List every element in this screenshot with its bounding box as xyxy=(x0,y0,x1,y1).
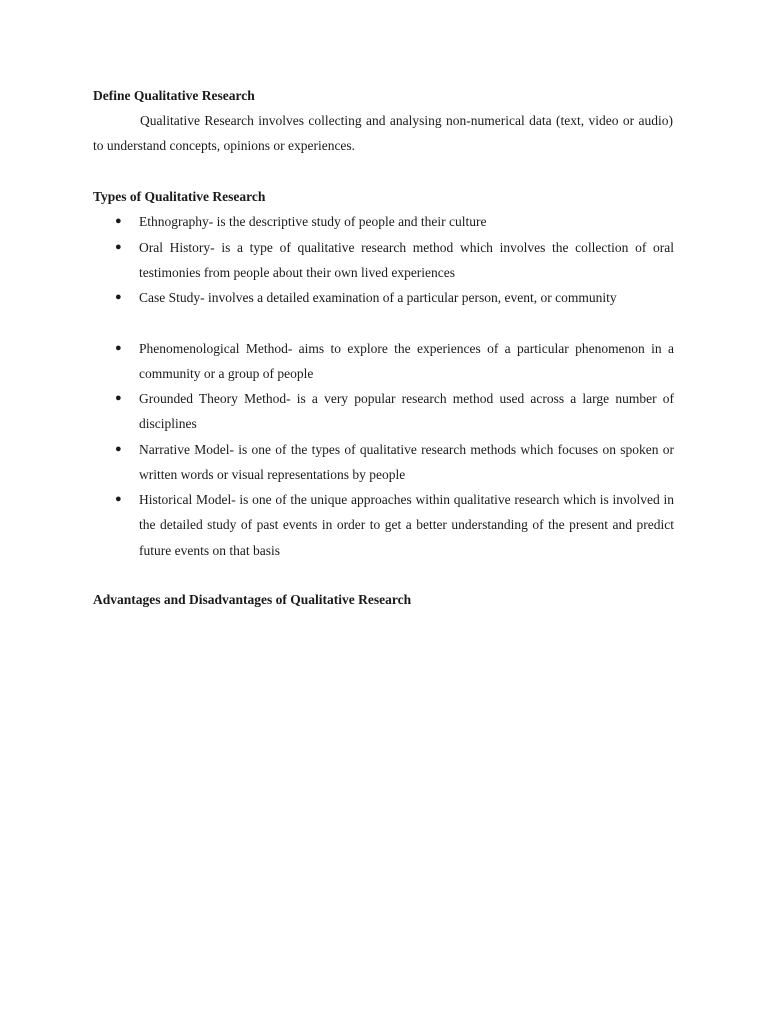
list-item-text: Narrative Model- is one of the types of qualitative research methods which focuses on spoken or written words or visual representations by people xyxy=(139,442,674,483)
definition-paragraph: Qualitative Research involves collecting and analysing non-numerical data (text, video or audio) to understand concepts, opinions or experiences. xyxy=(93,113,673,154)
list-item-text: Grounded Theory Method- is a very popular research method used across a large number of disciplines xyxy=(139,391,674,432)
list-item-text: Phenomenological Method- aims to explore the experiences of a particular phenomenon in a community or a group of people xyxy=(139,341,674,382)
bullet-icon: ● xyxy=(115,392,122,404)
heading-define-qualitative-research: Define Qualitative Research xyxy=(93,88,255,103)
list-item-text: Ethnography- is the descriptive study of people and their culture xyxy=(139,214,487,229)
list-item-text: Case Study- involves a detailed examination of a particular person, event, or community xyxy=(139,290,617,305)
bullet-icon: ● xyxy=(115,443,122,455)
heading-types-of-qualitative-research: Types of Qualitative Research xyxy=(93,189,266,204)
bullet-icon: ● xyxy=(115,291,122,303)
list-item-text: Historical Model- is one of the unique approaches within qualitative research which is involved in the detailed study of past events in order to get a better understanding of the present and predict future events on that basis xyxy=(139,492,674,558)
heading-advantages-and-disadvantages: Advantages and Disadvantages of Qualitative Research xyxy=(93,592,412,607)
bullet-icon: ● xyxy=(115,342,122,354)
list-item-text: Oral History- is a type of qualitative research method which involves the collection of oral testimonies from people about their own lived experiences xyxy=(139,240,674,281)
bullet-icon: ● xyxy=(115,493,122,505)
bullet-icon: ● xyxy=(115,215,122,227)
bullet-icon: ● xyxy=(115,241,122,253)
